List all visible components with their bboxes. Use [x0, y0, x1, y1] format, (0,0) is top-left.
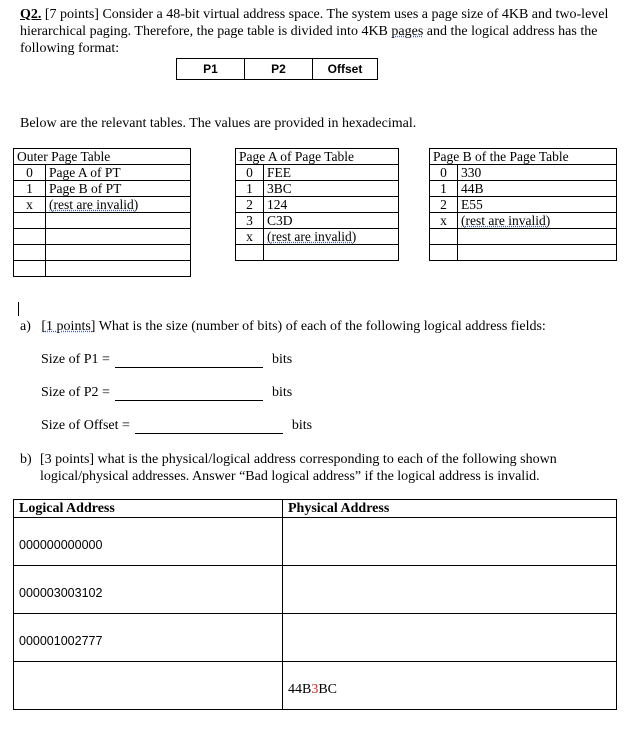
- outer-page-table: [13, 148, 191, 277]
- physical-suffix: BC: [318, 682, 338, 697]
- offset-size-row: [41, 418, 312, 434]
- page-a-row-idx: 0: [236, 165, 264, 181]
- page-a-row-val: C3D: [264, 213, 399, 229]
- p2-size-row: [41, 385, 292, 401]
- p2-size-unit: bits: [271, 385, 293, 400]
- empty-cell: [236, 245, 264, 261]
- part-a-points: [1 points]: [41, 319, 96, 334]
- part-b-question: [20, 451, 610, 485]
- page-b-table: [429, 148, 617, 261]
- page-a-row-idx: 3: [236, 213, 264, 229]
- page-b-row-val-text: (rest are invalid): [461, 213, 551, 228]
- part-b-label: b): [20, 452, 32, 467]
- empty-cell: [14, 245, 46, 261]
- part-a-question: [20, 319, 546, 335]
- page-a-row-val: 3BC: [264, 181, 399, 197]
- physical-address-cell[interactable]: [283, 566, 617, 614]
- empty-cell: [14, 213, 46, 229]
- empty-cell: [46, 213, 191, 229]
- logical-address-header: Logical Address: [14, 500, 283, 518]
- page-b-row-val: [458, 213, 617, 229]
- outer-row-val: Page B of PT: [46, 181, 191, 197]
- question-text-2: and the logical address has the following format:: [20, 24, 598, 56]
- format-field-offset: Offset: [313, 59, 378, 80]
- page-a-row-val: 124: [264, 197, 399, 213]
- p1-size-row: [41, 352, 292, 368]
- physical-address-cell[interactable]: [283, 518, 617, 566]
- page-b-row-val: 330: [458, 165, 617, 181]
- page-b-row-idx: 0: [430, 165, 458, 181]
- page-b-row-idx: x: [430, 213, 458, 229]
- empty-cell: [14, 261, 46, 277]
- text-cursor: [18, 302, 19, 316]
- p1-size-unit: bits: [271, 352, 293, 367]
- page-a-row-idx: 2: [236, 197, 264, 213]
- outer-row-val: Page A of PT: [46, 165, 191, 181]
- offset-size-label: Size of Offset =: [41, 418, 130, 433]
- p1-size-label: Size of P1 =: [41, 352, 110, 367]
- page-b-row-val: 44B: [458, 181, 617, 197]
- page-b-row-val: E55: [458, 197, 617, 213]
- page-a-row-val: [264, 229, 399, 245]
- empty-cell: [458, 245, 617, 261]
- part-a-text: What is the size (number of bits) of each of the following logical address fields:: [95, 319, 546, 334]
- empty-cell: [458, 229, 617, 245]
- page-a-title: Page A of Page Table: [236, 149, 399, 165]
- format-field-p1: P1: [177, 59, 245, 80]
- empty-cell: [46, 245, 191, 261]
- page-a-row-idx: 1: [236, 181, 264, 197]
- page-b-row-idx: 2: [430, 197, 458, 213]
- outer-row-idx: 1: [14, 181, 46, 197]
- question-number: Q2.: [20, 7, 42, 22]
- page-a-row-val-text: (rest are invalid): [267, 229, 357, 244]
- tables-intro: Below are the relevant tables. The values are provided in hexadecimal.: [20, 116, 417, 131]
- page-b-title: Page B of the Page Table: [430, 149, 617, 165]
- logical-address-cell: 000001002777: [14, 614, 283, 662]
- offset-size-blank[interactable]: [135, 419, 283, 434]
- page-a-row-idx: x: [236, 229, 264, 245]
- empty-cell: [46, 229, 191, 245]
- page-a-table: [235, 148, 399, 261]
- empty-cell: [46, 261, 191, 277]
- logical-address-cell: 000000000000: [14, 518, 283, 566]
- p2-size-blank[interactable]: [115, 386, 263, 401]
- address-format-table: [176, 58, 378, 80]
- outer-row-idx: x: [14, 197, 46, 213]
- physical-address-header: Physical Address: [283, 500, 617, 518]
- logical-address-cell: 000003003102: [14, 566, 283, 614]
- physical-address-cell: [283, 662, 617, 710]
- empty-cell: [14, 229, 46, 245]
- physical-red-digit: 3: [311, 682, 319, 697]
- outer-row-val: [46, 197, 191, 213]
- offset-size-unit: bits: [291, 418, 313, 433]
- logical-address-cell[interactable]: [14, 662, 283, 710]
- outer-row-idx: 0: [14, 165, 46, 181]
- part-b-text: [3 points] what is the physical/logical address corresponding to each of the following shown logical/physical addresses. Answer “Bad logical address” if the logical address is invalid.: [40, 452, 557, 484]
- empty-cell: [430, 229, 458, 245]
- outer-row-val-text: (rest are invalid): [49, 197, 139, 212]
- question-text-1: [7 points] Consider a 48-bit virtual address space. The system uses a page size of 4KB and two-level hierarchical paging. Therefore, the page table is divided into 4KB: [20, 7, 609, 39]
- empty-cell: [430, 245, 458, 261]
- page-b-row-idx: 1: [430, 181, 458, 197]
- answer-table: [13, 499, 617, 710]
- physical-address-cell[interactable]: [283, 614, 617, 662]
- pages-word: pages: [391, 24, 424, 39]
- page-a-row-val: FEE: [264, 165, 399, 181]
- p1-size-blank[interactable]: [115, 353, 263, 368]
- outer-table-title: Outer Page Table: [14, 149, 191, 165]
- format-field-p2: P2: [245, 59, 313, 80]
- empty-cell: [264, 245, 399, 261]
- physical-prefix: 44B: [288, 682, 312, 697]
- part-a-label: a): [20, 319, 31, 334]
- p2-size-label: Size of P2 =: [41, 385, 110, 400]
- question-intro: [20, 6, 612, 57]
